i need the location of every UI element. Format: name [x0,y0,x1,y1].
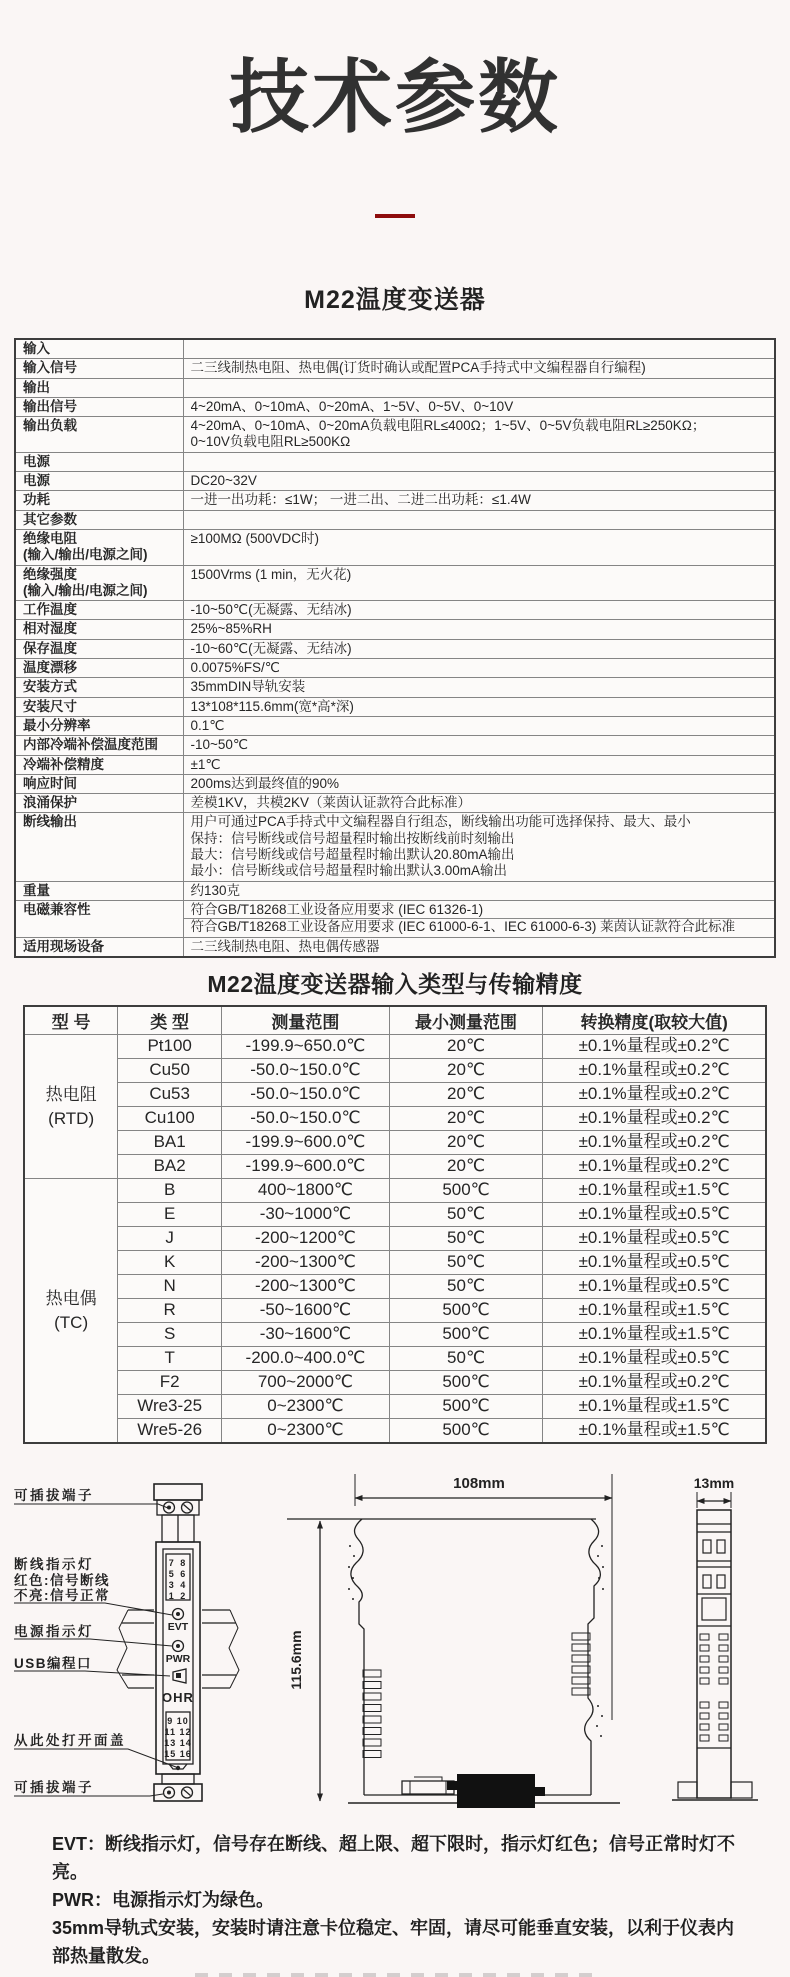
accuracy-cell-type: Pt100 [118,1035,222,1059]
leader-lines [14,1504,176,1796]
label-usb-port: USB编程口 [14,1655,93,1671]
accuracy-table-title: M22温度变送器输入类型与传输精度 [207,970,583,997]
vent-slots [363,1633,590,1758]
edge-body [697,1510,731,1798]
accuracy-cell-accuracy: ±0.1%量程或±1.5℃ [543,1299,766,1323]
spec-row-label: 重量 [15,881,183,900]
accuracy-cell-min-range: 50℃ [389,1251,542,1275]
accuracy-cell-min-range: 500℃ [389,1323,542,1347]
label-line-indicator-off: 不亮:信号正常 [14,1587,110,1603]
spec-row [15,565,775,601]
accuracy-cell-min-range: 20℃ [389,1107,542,1131]
label-pluggable-terminal-bottom: 可插拔端子 [14,1779,94,1795]
spec-row [15,900,775,937]
spec-row-value: 25%~85%RH [183,620,775,639]
accuracy-row [24,1179,766,1203]
accuracy-cell-accuracy: ±0.1%量程或±0.2℃ [543,1155,766,1179]
accuracy-cell-accuracy: ±0.1%量程或±0.5℃ [543,1275,766,1299]
dimension-diagram [10,1448,780,1820]
accuracy-cell-type: J [118,1227,222,1251]
accuracy-cell-accuracy: ±0.1%量程或±0.2℃ [543,1371,766,1395]
spec-row-value: 差模1KV，共模2KV（莱茵认证款符合此标准） [183,794,775,813]
accuracy-row [24,1299,766,1323]
accuracy-cell-min-range: 20℃ [389,1155,542,1179]
accuracy-row [24,1347,766,1371]
spec-row-value: 二三线制热电阻、热电偶传感器 [183,937,775,957]
accuracy-cell-accuracy: ±0.1%量程或±0.5℃ [543,1347,766,1371]
accuracy-cell-accuracy: ±0.1%量程或±1.5℃ [543,1419,766,1443]
spec-row-label: 温度漂移 [15,659,183,678]
spec-row [15,794,775,813]
accuracy-table-body [24,1035,766,1443]
spec-row-value: 0.1℃ [183,716,775,735]
accuracy-cell-accuracy: ±0.1%量程或±0.2℃ [543,1083,766,1107]
accuracy-cell-type: BA2 [118,1155,222,1179]
accuracy-cell-min-range: 50℃ [389,1347,542,1371]
spec-row-label: 电磁兼容性 [15,900,183,937]
spec-row [15,937,775,957]
accuracy-cell-min-range: 50℃ [389,1275,542,1299]
label-power-indicator: 电源指示灯 [14,1623,94,1639]
accuracy-row [24,1419,766,1443]
accuracy-cell-range: -200~1300℃ [222,1251,390,1275]
spec-row [15,813,775,881]
page-title: 技术参数 [229,53,561,142]
accuracy-cell-type: Wre3-25 [118,1395,222,1419]
accuracy-cell-range: 0~2300℃ [222,1419,390,1443]
title-divider [375,214,415,218]
rail-clip [457,1774,535,1808]
spec-row [15,359,775,378]
accuracy-row [24,1107,766,1131]
spec-row-value: 1500Vrms (1 min，无火花) [183,565,775,601]
accuracy-row [24,1323,766,1347]
accuracy-cell-min-range: 500℃ [389,1179,542,1203]
spec-section-row [15,452,775,471]
accuracy-cell-min-range: 500℃ [389,1299,542,1323]
accuracy-cell-range: 0~2300℃ [222,1395,390,1419]
accuracy-cell-type: F2 [118,1371,222,1395]
spec-row-value: 用户可通过PCA手持式中文编程器自行组态，断线输出功能可选择保持、最大、最小 保持：信号断线或信号超量程时输出按断线前时刻输出 最大：信号断线或信号超量程时输出默认20.80mA输出 最小：信号断线或信号超量程时输出默认3.00mA输出 [183,813,775,881]
note-mounting: 35mm导轨式安装，安装时请注意卡位稳定、牢固，请尽可能垂直安装，以利于仪表内部热量散发。 [52,1917,735,1966]
spec-row [15,620,775,639]
accuracy-cell-range: -50.0~150.0℃ [222,1107,390,1131]
accuracy-cell-min-range: 20℃ [389,1083,542,1107]
accuracy-row [24,1083,766,1107]
spec-row-label: 响应时间 [15,774,183,793]
body-right-profile [585,1519,601,1795]
spec-table-body [15,339,775,957]
spec-row-value: 200ms达到最终值的90% [183,774,775,793]
terminal-numbers: 5 6 [168,1568,188,1579]
accuracy-cell-range: -199.9~650.0℃ [222,1035,390,1059]
accuracy-cell-type: K [118,1251,222,1275]
accuracy-row [24,1275,766,1299]
spec-row-value: 0.0075%FS/℃ [183,659,775,678]
spec-row-label: 断线输出 [15,813,183,881]
accuracy-cell-accuracy: ±0.1%量程或±0.2℃ [543,1059,766,1083]
accuracy-cell-range: -30~1000℃ [222,1203,390,1227]
spec-row [15,529,775,565]
width-dimension-label: 108mm [453,1474,505,1492]
spec-row [15,881,775,900]
spec-row-label: 安装方式 [15,678,183,697]
spec-row-label: 保存温度 [15,639,183,658]
spec-row [15,639,775,658]
terminal-numbers: 3 4 [168,1579,188,1590]
terminal-numbers: 7 8 [168,1557,188,1568]
accuracy-cell-accuracy: ±0.1%量程或±0.5℃ [543,1203,766,1227]
spec-row-label: 绝缘强度 (输入/输出/电源之间) [15,565,183,601]
accuracy-cell-type: Cu53 [118,1083,222,1107]
label-line-indicator-red: 红色:信号断线 [14,1572,110,1588]
accuracy-cell-type: R [118,1299,222,1323]
accuracy-cell-accuracy: ±0.1%量程或±0.5℃ [543,1227,766,1251]
brand-logo: OHR [162,1689,194,1705]
accuracy-cell-accuracy: ±0.1%量程或±0.2℃ [543,1107,766,1131]
accuracy-column-header: 型 号 [24,1006,118,1035]
spec-row-value [183,339,775,359]
accuracy-cell-range: -199.9~600.0℃ [222,1131,390,1155]
evt-label: EVT [167,1620,189,1633]
bottom-cutoff-text [195,1973,595,1977]
spec-row-value: ±1℃ [183,755,775,774]
spec-row-value: 4~20mA、0~10mA、0~20mA、1~5V、0~5V、0~10V [183,397,775,416]
footnotes [52,1830,746,1970]
accuracy-cell-accuracy: ±0.1%量程或±1.5℃ [543,1323,766,1347]
accuracy-cell-type: Cu100 [118,1107,222,1131]
accuracy-row [24,1395,766,1419]
accuracy-cell-type: Cu50 [118,1059,222,1083]
spec-row-label: 输入 [15,339,183,359]
spec-section-row [15,378,775,397]
accuracy-column-header: 转换精度(取较大值) [543,1006,766,1035]
accuracy-row [24,1059,766,1083]
spec-row-label: 输出信号 [15,397,183,416]
dotted-texture [348,1545,604,1737]
spec-row-value: -10~50℃(无凝露、无结冰) [183,601,775,620]
rail-hook-right [731,1782,752,1798]
spec-row-label: 功耗 [15,491,183,510]
accuracy-cell-min-range: 20℃ [389,1059,542,1083]
spec-row-label: 冷端补偿精度 [15,755,183,774]
accuracy-row [24,1227,766,1251]
spec-row-label: 工作温度 [15,601,183,620]
accuracy-cell-range: -200~1300℃ [222,1275,390,1299]
spec-row [15,697,775,716]
spec-row-label: 安装尺寸 [15,697,183,716]
terminal-numbers: 15 16 [164,1748,192,1759]
label-line-indicator: 断线指示灯 [14,1556,94,1572]
spec-row [15,755,775,774]
spec-row [15,736,775,755]
spec-row-label: 最小分辨率 [15,716,183,735]
accuracy-cell-type: Wre5-26 [118,1419,222,1443]
accuracy-cell-min-range: 500℃ [389,1419,542,1443]
spec-row-value [183,452,775,471]
spec-row-value: ≥100MΩ (500VDC时) [183,529,775,565]
accuracy-cell-min-range: 500℃ [389,1395,542,1419]
accuracy-row [24,1371,766,1395]
spec-table [14,338,776,958]
accuracy-column-header: 测量范围 [222,1006,390,1035]
spec-row-label: 相对湿度 [15,620,183,639]
accuracy-cell-type: BA1 [118,1131,222,1155]
sensor-model-group: 热电偶 (TC) [24,1179,118,1443]
spec-row-value: 符合GB/T18268工业设备应用要求 (IEC 61326-1) 符合GB/T18268工业设备应用要求 (IEC 61000-6-1、IEC 61000-6-3) 莱茵认证款符合此标准 [183,900,775,937]
accuracy-row [24,1203,766,1227]
spec-row-value [183,510,775,529]
spec-row-label: 浪涌保护 [15,794,183,813]
spec-row-value [183,378,775,397]
spec-row [15,774,775,793]
spec-row-value: 约130克 [183,881,775,900]
accuracy-cell-range: -50.0~150.0℃ [222,1083,390,1107]
accuracy-column-header: 类 型 [118,1006,222,1035]
spec-row-label: 其它参数 [15,510,183,529]
terminal-numbers: 13 14 [164,1737,192,1748]
accuracy-cell-min-range: 500℃ [389,1371,542,1395]
spec-row-label: 内部冷端补偿温度范围 [15,736,183,755]
spec-table-title: M22温度变送器 [304,286,486,314]
terminal-numbers: 11 12 [164,1726,192,1737]
height-dimension-label: 115.6mm [288,1630,304,1690]
spec-row [15,716,775,735]
accuracy-cell-range: -30~1600℃ [222,1323,390,1347]
accuracy-cell-type: T [118,1347,222,1371]
spec-row-value: -10~50℃ [183,736,775,755]
spec-row-label: 电源 [15,472,183,491]
spec-row-value: 35mmDIN导轨安装 [183,678,775,697]
edge-view-drawing [672,1492,758,1800]
spec-row [15,397,775,416]
label-open-cover: 从此处打开面盖 [14,1732,126,1748]
spec-row-label: 输出 [15,378,183,397]
accuracy-cell-accuracy: ±0.1%量程或±1.5℃ [543,1179,766,1203]
accuracy-table [23,1005,767,1444]
accuracy-cell-min-range: 50℃ [389,1203,542,1227]
spec-row [15,491,775,510]
spec-row [15,678,775,697]
accuracy-cell-min-range: 50℃ [389,1227,542,1251]
spec-row-label: 输入信号 [15,359,183,378]
accuracy-cell-accuracy: ±0.1%量程或±0.2℃ [543,1131,766,1155]
spec-row-label: 输出负载 [15,417,183,453]
spec-section-row [15,510,775,529]
depth-dimension-label: 13mm [693,1474,735,1491]
spec-row-value: 二三线制热电阻、热电偶(订货时确认或配置PCA手持式中文编程器自行编程) [183,359,775,378]
accuracy-cell-min-range: 20℃ [389,1035,542,1059]
rail-hook-left [678,1782,697,1798]
spec-row-value: -10~60℃(无凝露、无结冰) [183,639,775,658]
spec-row-value: 13*108*115.6mm(宽*高*深) [183,697,775,716]
side-view-drawing [287,1474,620,1808]
spec-row-label: 绝缘电阻 (输入/输出/电源之间) [15,529,183,565]
note-evt: EVT：断线指示灯，信号存在断线、超上限、超下限时，指示灯红色；信号正常时灯不亮。 [52,1833,736,1882]
accuracy-cell-range: -199.9~600.0℃ [222,1155,390,1179]
pwr-label: PWR [165,1652,191,1665]
accuracy-cell-type: N [118,1275,222,1299]
spec-row-label: 适用现场设备 [15,937,183,957]
spec-row [15,472,775,491]
accuracy-cell-range: -200.0~400.0℃ [222,1347,390,1371]
accuracy-header-row [24,1006,766,1035]
spec-row [15,659,775,678]
note-pwr: PWR：电源指示灯为绿色。 [52,1889,274,1910]
body-left-profile [351,1519,364,1795]
accuracy-cell-type: B [118,1179,222,1203]
sensor-model-group: 热电阻 (RTD) [24,1035,118,1179]
accuracy-column-header: 最小测量范围 [389,1006,542,1035]
spec-row-label: 电源 [15,452,183,471]
accuracy-cell-accuracy: ±0.1%量程或±1.5℃ [543,1395,766,1419]
accuracy-cell-range: 700~2000℃ [222,1371,390,1395]
accuracy-row [24,1155,766,1179]
spec-row-value: 4~20mA、0~10mA、0~20mA负载电阻RL≤400Ω；1~5V、0~5V负载电阻RL≥250KΩ； 0~10V负载电阻RL≥500KΩ [183,417,775,453]
label-pluggable-terminal-top: 可插拔端子 [14,1487,94,1503]
spec-row [15,417,775,453]
spec-row [15,601,775,620]
spec-row-value: 一进一出功耗：≤1W； 一进二出、二进二出功耗：≤1.4W [183,491,775,510]
accuracy-cell-range: -200~1200℃ [222,1227,390,1251]
accuracy-cell-range: -50~1600℃ [222,1299,390,1323]
accuracy-row [24,1035,766,1059]
accuracy-cell-accuracy: ±0.1%量程或±0.5℃ [543,1251,766,1275]
spec-section-row [15,339,775,359]
edge-view-labels [694,1475,734,1491]
accuracy-cell-type: S [118,1323,222,1347]
accuracy-cell-accuracy: ±0.1%量程或±0.2℃ [543,1035,766,1059]
accuracy-cell-range: -50.0~150.0℃ [222,1059,390,1083]
terminal-numbers: 1 2 [168,1590,188,1601]
accuracy-cell-type: E [118,1203,222,1227]
accuracy-cell-range: 400~1800℃ [222,1179,390,1203]
accuracy-row [24,1131,766,1155]
spec-row-value: DC20~32V [183,472,775,491]
accuracy-row [24,1251,766,1275]
accuracy-cell-min-range: 20℃ [389,1131,542,1155]
terminal-numbers: 9 10 [167,1715,189,1726]
front-view-drawing [14,1484,239,1801]
